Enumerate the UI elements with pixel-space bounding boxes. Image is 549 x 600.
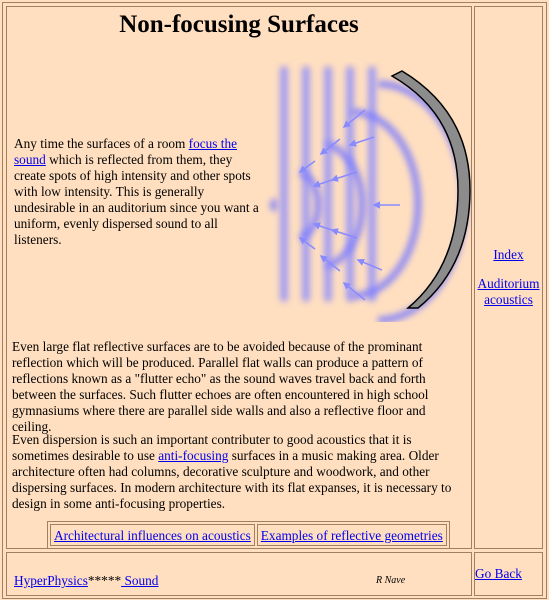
index-link[interactable]: Index (493, 247, 524, 262)
hyperphysics-link[interactable]: HyperPhysics (14, 573, 88, 588)
auditorium-acoustics-link[interactable] (477, 276, 539, 307)
intro-text-start: Any time the surfaces of a room (14, 136, 189, 151)
reflected-arc (272, 200, 274, 210)
reflective-geometries-cell (257, 524, 447, 546)
flutter-echo-paragraph: Even large flat reflective surfaces are to be avoided because of the prominant reflection which will be produced. Parallel flat walls can produce a pattern of reflections known as a "flutter echo" as the sound waves travel back and forth between the surfaces. Such flutter echoes are often encountered in high school gymnasiums where there are parallel side walls and also a reflective floor and ceiling. (12, 339, 429, 434)
dispersion-paragraph (12, 432, 467, 512)
dispersion-text-start: Even dispersion is such an important contributer to good acoustics that it is sometimes desirable to use (12, 432, 412, 463)
go-back-link[interactable]: Go Back (475, 566, 522, 581)
rating-stars: ***** (87, 573, 122, 588)
sidebar-links (474, 247, 543, 321)
focusing-surface-diagram (262, 62, 472, 322)
reflective-geometries-link[interactable]: Examples of reflective geometries (260, 528, 443, 543)
footer-navigation (14, 573, 158, 589)
focus-the-sound-link[interactable]: focus the sound (14, 136, 238, 167)
intro-paragraph (14, 136, 262, 248)
anti-focusing-link[interactable]: anti-focusing (158, 448, 229, 463)
related-links-table (47, 521, 450, 549)
page-title: Non-focusing Surfaces (119, 11, 359, 38)
auditorium-link-line2: acoustics (484, 292, 533, 307)
architectural-influences-link[interactable]: Architectural influences on acoustics (54, 528, 251, 543)
auditorium-link-line1: Auditorium (477, 276, 540, 291)
dispersion-text-end: surfaces in a music making area. Older architecture often had columns, decorative sculpture and woodwork, and other dispersing surfaces. In modern architecture with its flat expanses, it is necessary to design in some anti-focusing properties. (12, 448, 452, 511)
architectural-influences-cell (50, 524, 255, 546)
author-credit: R Nave (376, 575, 406, 586)
sound-link[interactable]: Sound (121, 573, 159, 588)
curved-reflector (392, 71, 470, 308)
intro-text-end: which is reflected from them, they create spots of high intensity and other spots with low intensity. This is generally undesirable in an auditorium since you want a uniform, evenly dispersed sound to all listeners. (14, 152, 259, 247)
